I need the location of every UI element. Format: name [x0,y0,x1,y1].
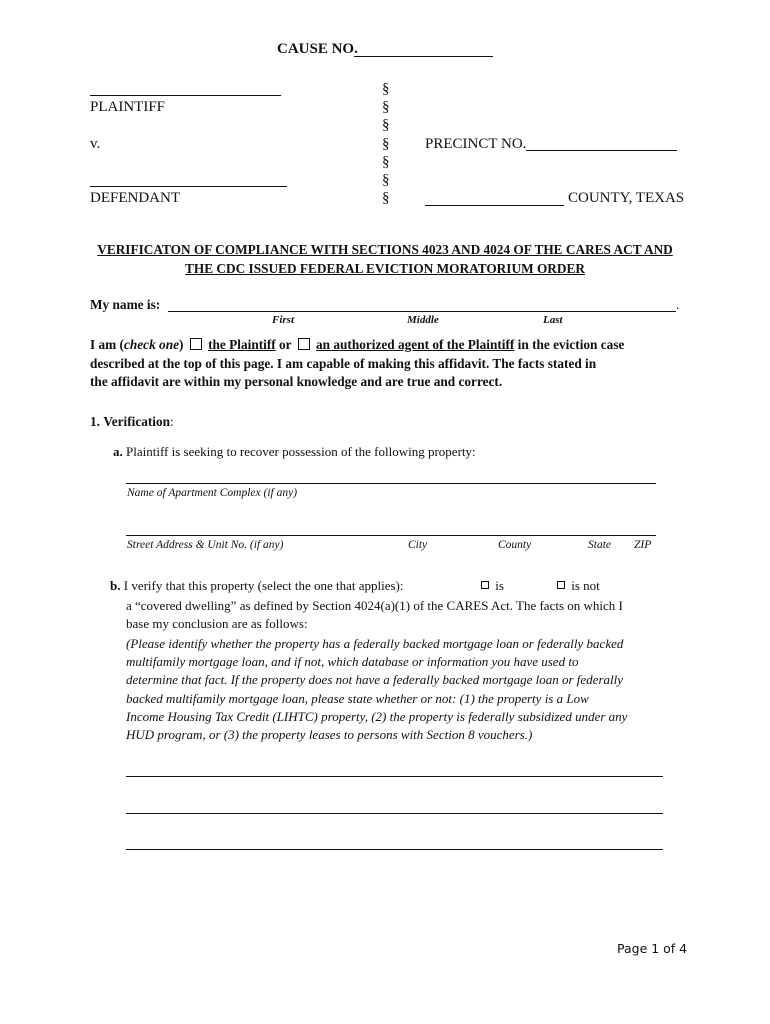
defendant-name-field[interactable] [90,186,287,187]
is-checkbox[interactable] [481,581,489,589]
role-statement-line-2: described at the top of this page. I am capable of making this affidavit. The facts stated in [90,355,597,371]
section-symbol: § [382,190,390,206]
plaintiff-label: PLAINTIFF [90,99,166,115]
is-not-option[interactable] [554,578,600,594]
section-symbol: § [382,136,390,152]
page-number: Page 1 of 4 [617,941,688,956]
street-address-field[interactable] [126,535,656,536]
plaintiff-name-field[interactable] [90,95,281,96]
cause-number-label [277,41,358,58]
role-prefix: I am ( [90,337,124,352]
is-option[interactable] [478,578,504,594]
item-b [110,578,404,594]
full-name-field[interactable] [168,311,676,312]
county-caption: County [498,539,532,551]
verification-colon: : [170,414,174,429]
item-a [113,444,476,460]
document-title-line-2: THE CDC ISSUED FEDERAL EVICTION MORATORIUM ORDER [185,261,585,276]
verification-number: 1. [90,414,100,429]
defendant-label: DEFENDANT [90,190,180,206]
city-caption: City [408,539,428,551]
item-b-text: I verify that this property (select the one that applies): [123,578,404,593]
verification-heading [90,414,174,430]
item-a-text: Plaintiff is seeking to recover possession of the following property: [126,444,476,459]
county-label: COUNTY, TEXAS [568,190,685,206]
verification-heading-text: Verification [103,414,171,429]
instruction-line: (Please identify whether the property has a federally backed mortgage loan or federally backed [126,636,624,651]
facts-answer-line[interactable] [126,813,663,814]
precinct-label: PRECINCT NO. [425,136,527,152]
role-statement [90,336,690,392]
check-one-hint: check one [123,337,180,352]
section-symbol: § [382,154,390,170]
name-label: My name is: [90,297,161,312]
county-name-field[interactable] [425,205,564,206]
is-not-option-label: is not [571,578,600,593]
zip-caption: ZIP [634,539,652,551]
instruction-line: multifamily mortgage loan, and if not, which database or information you have used to [126,654,579,670]
role-or: or [279,337,292,352]
instruction-line: HUD program, or (3) the property leases to persons with Section 8 vouchers.) [126,727,533,743]
item-a-label: a. [113,444,123,459]
facts-answer-line[interactable] [126,776,663,777]
first-name-caption: First [272,314,295,326]
middle-name-caption: Middle [407,314,439,326]
apartment-complex-caption: Name of Apartment Complex (if any) [127,487,298,499]
role-statement-line-3: the affidavit are within my personal knowledge and are true and correct. [90,374,503,390]
instruction-line: Income Housing Tax Credit (LIHTC) property, (2) the property is federally subsidized under any [126,708,628,724]
instruction-line: determine that fact. If the property does not have a federally backed mortgage loan or federally [126,672,624,688]
state-caption: State [588,539,611,551]
role-statement-line-1 [90,336,690,355]
role-close-paren: ) [179,337,184,352]
section-symbol: § [382,99,390,115]
precinct-number-field[interactable] [526,150,677,151]
item-b-label: b. [110,578,121,593]
name-period: . [676,297,680,312]
last-name-caption: Last [543,314,563,326]
instructions-paragraph [126,635,686,744]
agent-option-label: an authorized agent of the Plaintiff [316,337,515,352]
agent-checkbox[interactable] [298,338,310,350]
street-address-caption: Street Address & Unit No. (if any) [127,539,284,551]
cause-label-text: CAUSE NO. [277,41,358,57]
versus-label: v. [90,136,101,152]
plaintiff-checkbox[interactable] [190,338,202,350]
facts-answer-line[interactable] [126,849,663,850]
is-not-checkbox[interactable] [557,581,565,589]
is-option-label: is [495,578,504,593]
plaintiff-option-label: the Plaintiff [208,337,276,352]
section-symbol: § [382,172,390,188]
section-symbol: § [382,117,390,133]
instruction-line: backed multifamily mortgage loan, please state whether or not: (1) the property is a Low [126,690,589,706]
apartment-complex-field[interactable] [126,483,656,484]
item-b-line-3: base my conclusion are as follows: [126,616,308,631]
item-b-line-2: a “covered dwelling” as defined by Section 4024(a)(1) of the CARES Act. The facts on which I [126,598,623,613]
document-title-line-1: VERIFICATON OF COMPLIANCE WITH SECTIONS 4023 AND 4024 OF THE CARES ACT AND [97,242,673,257]
section-symbol: § [382,81,390,97]
cause-number-field[interactable] [354,56,493,57]
role-suffix: in the eviction case [517,337,625,352]
